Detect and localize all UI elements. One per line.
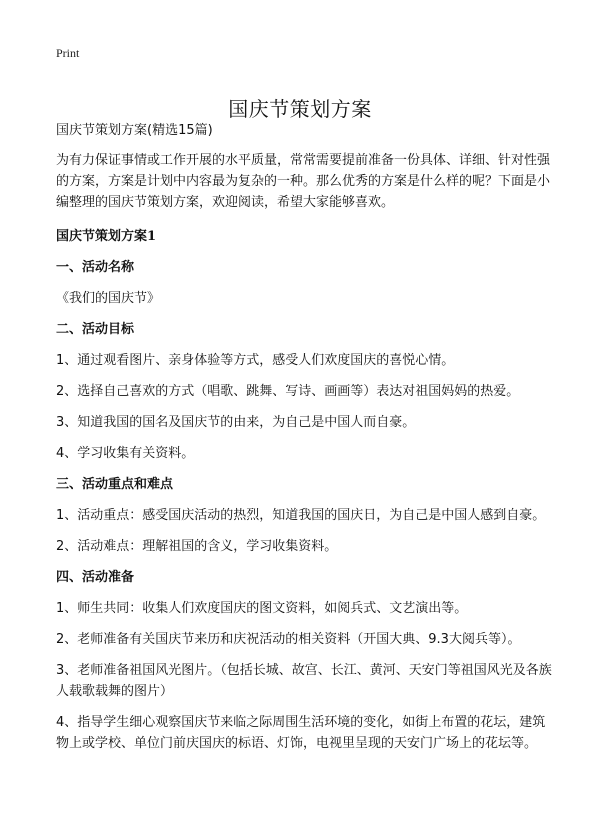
preparation-item: 4、指导学生细心观察国庆节来临之际周围生活环境的变化，如街上布置的花坛，建筑物上或学校、单位门前庆国庆的标语、灯饰，电视里呈现的天安门广场上的花坛等。 xyxy=(56,715,546,751)
activity-name-text: 《我们的国庆节》 xyxy=(56,291,161,306)
document-subtitle: 国庆节策划方案(精选15篇) xyxy=(56,123,213,138)
goal-item: 1、通过观看图片、亲身体验等方式，感受人们欢度国庆的喜悦心情。 xyxy=(56,353,455,368)
plan-heading: 国庆节策划方案1 xyxy=(56,229,157,244)
key-point-item: 1、活动重点：感受国庆活动的热烈，知道我国的国庆日，为自己是中国人感到自豪。 xyxy=(56,508,546,523)
preparation-item: 2、老师准备有关国庆节来历和庆祝活动的相关资料（开国大典、9.3大阅兵等）。 xyxy=(56,632,521,647)
section-heading-activity-name: 一、活动名称 xyxy=(56,260,135,275)
key-point-item: 2、活动难点：理解祖国的含义，学习收集资料。 xyxy=(56,539,338,554)
section-heading-activity-goals: 二、活动目标 xyxy=(56,322,135,337)
print-label: Print xyxy=(56,46,80,60)
section-heading-preparation: 四、活动准备 xyxy=(56,570,135,585)
goal-item: 4、学习收集有关资料。 xyxy=(56,446,195,461)
goal-item: 2、选择自己喜欢的方式（唱歌、跳舞、写诗、画画等）表达对祖国妈妈的热爱。 xyxy=(56,384,520,399)
preparation-item: 1、师生共同：收集人们欢度国庆的图文资料，如阅兵式、文艺演出等。 xyxy=(56,601,468,616)
document-content xyxy=(56,120,552,764)
section-heading-key-points: 三、活动重点和难点 xyxy=(56,477,174,492)
goal-item: 3、知道我国的国名及国庆节的由来，为自己是中国人而自豪。 xyxy=(56,415,416,430)
intro-paragraph: 为有力保证事情或工作开展的水平质量，常常需要提前准备一份具体、详细、针对性强的方案，方案是计划中内容最为复杂的一种。那么优秀的方案是什么样的呢？下面是小编整理的国庆节策划方案，欢迎阅读，希望大家能够喜欢。 xyxy=(56,153,551,210)
document-title: 国庆节策划方案 xyxy=(228,97,372,122)
preparation-item: 3、老师准备祖国风光图片。（包括长城、故宫、长江、黄河、天安门等祖国风光及各族人载歌载舞的图片） xyxy=(56,663,552,699)
